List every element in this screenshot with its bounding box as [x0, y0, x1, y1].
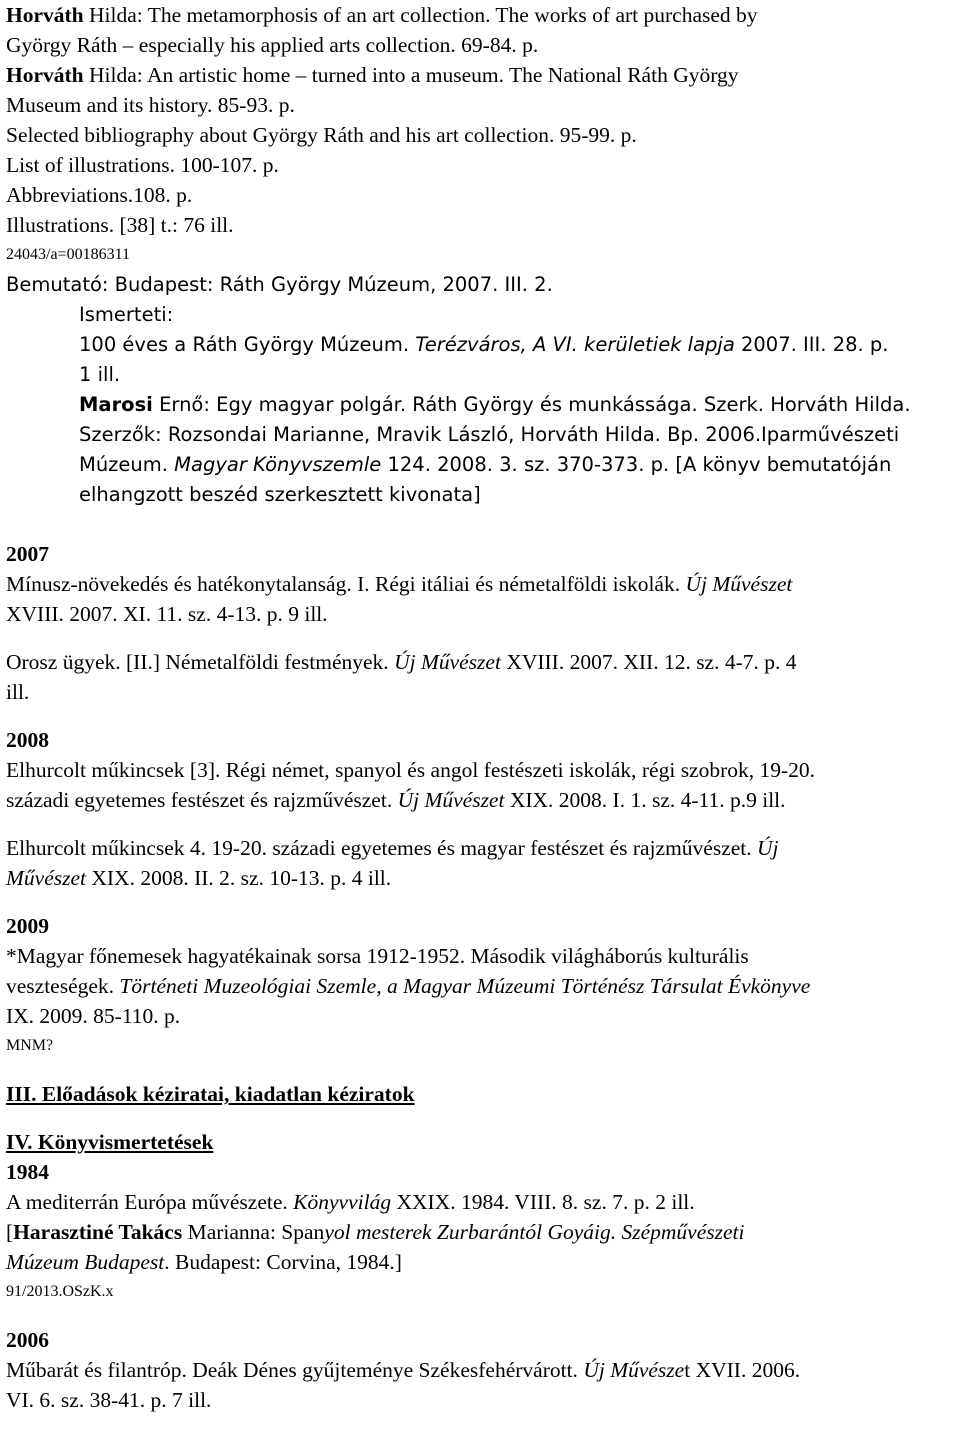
- document-page: [6, 0, 956, 1415]
- year-heading-2006: 2006: [6, 1328, 49, 1352]
- contents-entry: Horváth Hilda: The metamorphosis of an art collection. The works of art purchased by: [6, 3, 758, 27]
- article-entry-cont: századi egyetemes festészet és rajzművészet. Új Művészet XIX. 2008. I. 1. sz. 4-11. p.9 ill.: [6, 788, 786, 812]
- article-entry-cont: Művészet XIX. 2008. II. 2. sz. 10-13. p. 4 ill.: [6, 866, 392, 890]
- journal-title: Történeti Muzeológiai Szemle, a Magyar Múzeumi Történész Társulat Évkönyve: [119, 974, 811, 998]
- year-heading-2008: 2008: [6, 728, 49, 752]
- review-entry-cont: Múzeum. Magyar Könyvszemle 124. 2008. 3. sz. 370-373. p. [A könyv bemutatóján: [79, 453, 892, 476]
- holding-note: MNM?: [6, 1037, 54, 1054]
- contents-entry: List of illustrations. 100-107. p.: [6, 153, 279, 177]
- author-name: Horváth: [6, 63, 84, 87]
- journal-title: Művészet: [6, 866, 86, 890]
- presentation-note: Bemutató: Budapest: Ráth György Múzeum, 2007. III. 2.: [6, 273, 553, 296]
- journal-title: Új Művésze: [583, 1358, 685, 1382]
- year-heading-1984: 1984: [6, 1160, 49, 1184]
- review-entry: Marosi Ernő: Egy magyar polgár. Ráth György és munkássága. Szerk. Horváth Hilda.: [79, 393, 911, 416]
- reviewed-book-cont: Múzeum Budapest. Budapest: Corvina, 1984.]: [6, 1250, 402, 1274]
- contents-entry: Selected bibliography about György Ráth and his art collection. 95-99. p.: [6, 123, 637, 147]
- article-entry-cont: ill.: [6, 680, 30, 704]
- journal-title: Új Művészet: [685, 572, 793, 596]
- year-heading-2009: 2009: [6, 914, 49, 938]
- contents-entry-cont: György Ráth – especially his applied arts collection. 69-84. p.: [6, 33, 539, 57]
- article-entry: Elhurcolt műkincsek 4. 19-20. századi egyetemes és magyar festészet és rajzművészet. Új: [6, 836, 779, 860]
- article-entry: Elhurcolt műkincsek [3]. Régi német, spanyol és angol festészeti iskolák, régi szobrok, 19-20.: [6, 758, 816, 782]
- journal-title: Könyvvilág: [293, 1190, 392, 1214]
- journal-title: Új Művészet: [397, 788, 505, 812]
- review-entry: A mediterrán Európa művészete. Könyvvilág XXIX. 1984. VIII. 8. sz. 7. p. 2 ill.: [6, 1190, 695, 1214]
- year-heading-2007: 2007: [6, 542, 49, 566]
- journal-title: Új: [757, 836, 779, 860]
- review-entry: 100 éves a Ráth György Múzeum. Terézváros, A VI. kerületiek lapja 2007. III. 28. p.: [79, 333, 889, 356]
- review-entry-cont: Szerzők: Rozsondai Marianne, Mravik László, Horváth Hilda. Bp. 2006.Iparművészeti: [79, 423, 900, 446]
- review-entry-cont: VI. 6. sz. 38-41. p. 7 ill.: [6, 1388, 212, 1412]
- article-entry: Mínusz-növekedés és hatékonytalanság. I. Régi itáliai és németalföldi iskolák. Új Művészet: [6, 572, 793, 596]
- author-name: Marosi: [79, 393, 153, 416]
- reviewed-book: [Harasztiné Takács Marianna: Spanyol mesterek Zurbarántól Goyáig. Szépművészeti: [6, 1220, 745, 1244]
- section-heading-book-reviews: IV. Könyvismertetések: [6, 1130, 214, 1154]
- review-entry-cont: 1 ill.: [79, 363, 121, 386]
- author-name: Horváth: [6, 3, 84, 27]
- book-title: Múzeum Budapest: [6, 1250, 165, 1274]
- reviewed-label: Ismerteti:: [79, 303, 174, 326]
- article-entry-cont: veszteségek. Történeti Muzeológiai Szemle, a Magyar Múzeumi Történész Társulat Évkönyve: [6, 974, 811, 998]
- journal-title: Magyar Könyvszemle: [174, 453, 382, 476]
- call-number: 91/2013.OSzK.x: [6, 1283, 114, 1300]
- review-entry: Műbarát és filantróp. Deák Dénes gyűjteménye Székesfehérvárott. Új Művészet XVII. 2006.: [6, 1358, 801, 1382]
- journal-title: Terézváros, A VI. kerületiek lapja: [415, 333, 735, 356]
- article-entry: *Magyar főnemesek hagyatékainak sorsa 1912-1952. Második világháborús kulturális: [6, 944, 749, 968]
- section-heading-manuscripts: III. Előadások kéziratai, kiadatlan kéziratok: [6, 1082, 415, 1106]
- article-entry: Orosz ügyek. [II.] Németalföldi festmények. Új Művészet XVIII. 2007. XII. 12. sz. 4-7. p. 4: [6, 650, 797, 674]
- contents-entry: Horváth Hilda: An artistic home – turned into a museum. The National Ráth György: [6, 63, 739, 87]
- article-entry-cont: XVIII. 2007. XI. 11. sz. 4-13. p. 9 ill.: [6, 602, 328, 626]
- review-entry-cont: elhangzott beszéd szerkesztett kivonata]: [79, 483, 481, 506]
- call-number: 24043/a=00186311: [6, 246, 130, 263]
- contents-entry: Illustrations. [38] t.: 76 ill.: [6, 213, 234, 237]
- article-entry-cont: IX. 2009. 85-110. p.: [6, 1004, 181, 1028]
- contents-entry: Abbreviations.108. p.: [6, 183, 193, 207]
- contents-entry-cont: Museum and its history. 85-93. p.: [6, 93, 295, 117]
- book-title: yol mesterek Zurbarántól Goyáig. Szépművészeti: [324, 1220, 745, 1244]
- journal-title: Új Művészet: [394, 650, 501, 674]
- author-name: Harasztiné Takács: [13, 1220, 183, 1244]
